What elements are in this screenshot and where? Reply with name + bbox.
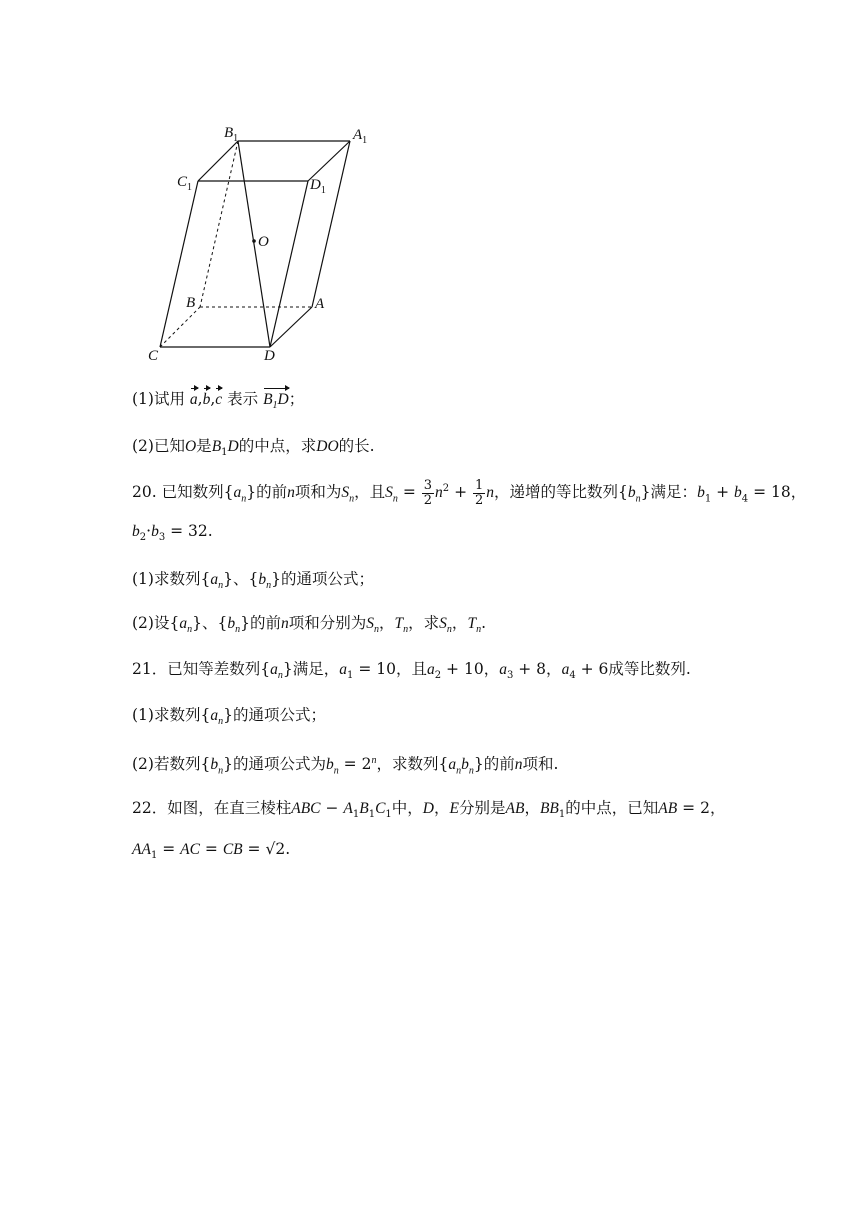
q20-statement-cont: $b_2\cdot b_3 = 32$. (132, 522, 213, 544)
q21-statement: 21．已知等差数列$\{a_n\}$满足，$a_1 = 10$，且$a_2 + 10$，$a_3 + 8$，$a_4 + 6$成等比数列. (132, 660, 691, 682)
label-c: C (148, 348, 159, 364)
edge-b1-c1 (198, 141, 238, 181)
label-a1: $A_1$ (353, 127, 368, 146)
vector-b1d: $B_1D$ (263, 389, 289, 417)
label-b: B (186, 295, 196, 311)
q21-part2: (2)若数列$\{b_n\}$的通项公式为$b_n = 2^n$，求数列$\{a_nb_n\}$的前n项和. (132, 755, 559, 777)
q20-part1: (1)求数列$\{a_n\}$、$\{b_n\}$的通项公式； (132, 570, 374, 592)
label-d: D (264, 348, 275, 364)
edge-a1-d1 (308, 141, 350, 181)
q22-statement-cont: $AA_1$ = AC = CB = √2. (132, 840, 291, 862)
q21-part1: (1)求数列$\{a_n\}$的通项公式； (132, 706, 326, 728)
edge-a1-a (312, 141, 350, 307)
label-a: A (315, 296, 325, 312)
q19-part2: (2)已知O是$B_1D$的中点，求DO的长. (132, 437, 375, 459)
q20-statement: 20. 已知数列$\{a_n\}$的前n项和为$S_n$，且$S_n$ = $\frac{3}{2}$ $n^2$ + $\frac{1}{2}$ n，递增的等比数列$\{b_n\}$满足：$b_1 + b_4 = 18$， (132, 477, 807, 508)
edge-c1-c (160, 181, 198, 347)
label-d1: $D_1$ (310, 177, 326, 196)
edge-d-a (270, 307, 312, 347)
q19-part1: (1)试用 a,b,c 表示 $B_1D$； (132, 388, 304, 417)
edge-b1-b (200, 141, 238, 307)
point-o (252, 239, 256, 243)
label-b1: $B_1$ (224, 125, 239, 144)
edge-c-b (160, 307, 200, 347)
parallelepiped-figure (140, 118, 400, 373)
label-o: O (258, 234, 269, 250)
edge-d1-d (270, 181, 308, 347)
q20-part2: (2)设$\{a_n\}$、$\{b_n\}$的前n项和分别为$S_n$，$T_n$，求$S_n$，$T_n$. (132, 614, 486, 636)
label-c1: $C_1$ (177, 174, 193, 193)
fraction-3-2: $\frac{3}{2}$ (423, 477, 433, 508)
fraction-1-2: $\frac{1}{2}$ (475, 477, 484, 508)
q22-statement: 22．如图，在直三棱柱ABC − $A_1B_1C_1$中，D，E分别是AB，$BB_1$的中点，已知AB = 2， (132, 799, 726, 821)
